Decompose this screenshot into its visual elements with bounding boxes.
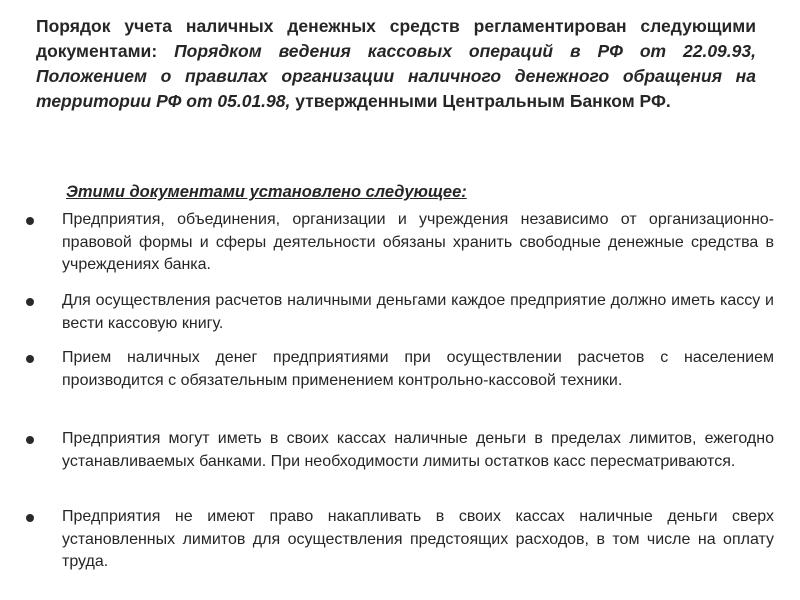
bullet-icon (26, 514, 34, 522)
bullet-icon (26, 298, 34, 306)
list-item-text: Предприятия могут иметь в своих кассах наличные деньги в пределах лимитов, ежегодно устанавливаемых банками. При необходимости лимиты остатков касс пересматриваются. (62, 430, 774, 470)
bullet-list (0, 209, 800, 589)
list-item-text: Предприятия, объединения, организации и учреждения независимо от организационно-правовой формы и сферы деятельности обязаны хранить свободные денежные средства в учреждениях банка. (62, 211, 774, 273)
list-item-text: Предприятия не имеют право накапливать в своих кассах наличные деньги сверх установленных лимитов для осуществления предстоящих расходов, в том числе на оплату труда. (62, 508, 774, 570)
list-item-text: Прием наличных денег предприятиями при осуществлении расчетов с населением производится с обязательным применением контрольно-кассовой техники. (62, 349, 774, 389)
list-item (0, 347, 774, 392)
list-item (0, 209, 774, 277)
list-item (0, 506, 774, 574)
bullet-icon (26, 436, 34, 444)
intro-text-lead: Порядок учета наличных денежных средств регламентирован следующими документами: (36, 16, 756, 61)
intro-text-tail: утвержденными Центральным Банком РФ. (290, 91, 671, 111)
list-item (0, 290, 774, 335)
list-item-text: Для осуществления расчетов наличными деньгами каждое предприятие должно иметь кассу и вести кассовую книгу. (62, 292, 774, 332)
list-item (0, 428, 774, 473)
bullet-icon (26, 217, 34, 225)
section-subheading: Этими документами установлено следующее: (66, 183, 467, 201)
intro-paragraph (36, 14, 756, 114)
intro-text-documents: Порядком ведения кассовых операций в РФ от 22.09.93, Положением о правилах организации наличного денежного обращения на территории РФ от 05.01.98, (36, 41, 756, 111)
bullet-icon (26, 355, 34, 363)
